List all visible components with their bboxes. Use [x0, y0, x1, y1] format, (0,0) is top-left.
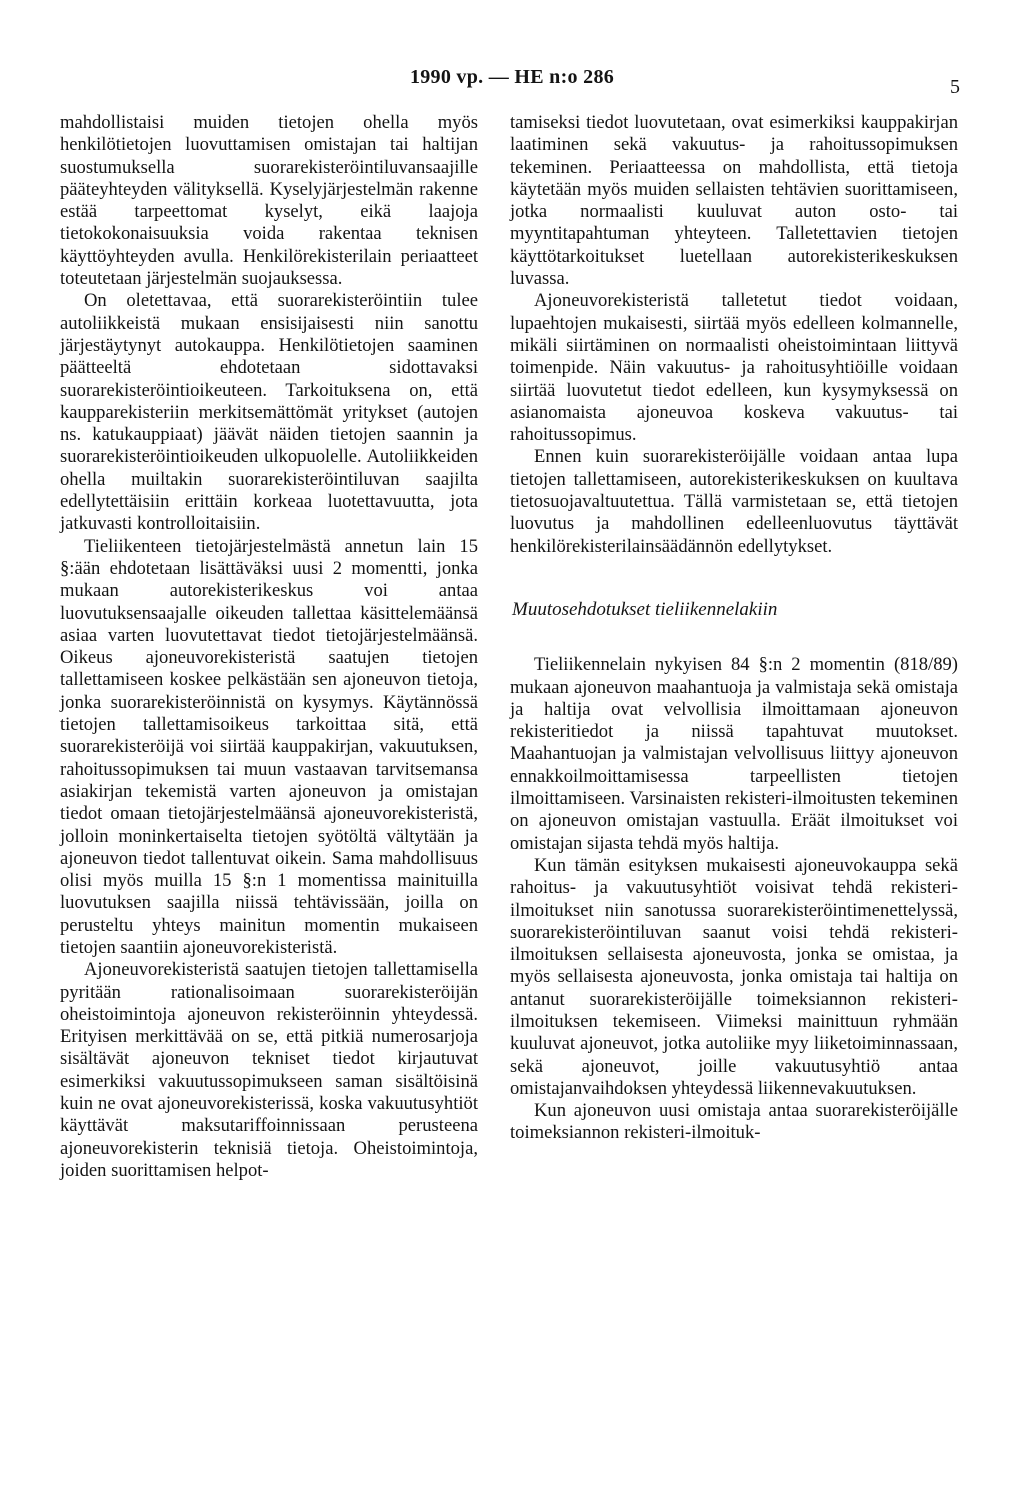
paragraph: Tieliikenteen tietojärjestelmästä annetun lain 15 §:ään ehdotetaan lisättäväksi uusi 2 momentti, jonka mukaan autorekisterikeskus voi antaa luovutuksensaajalle oikeuden tallettaa käsittelemäänsä asiaa varten luovutettavat tiedot tietojärjestelmäänsä. Oikeus ajoneuvorekisteristä saatujen tietojen tallettamiseen koskee pelkästään sen ajoneuvon tietoja, jonka suorarekisteröinnistä on kysymys. Käytännössä tietojen tallettamisoikeus tarkoittaa sitä, että suorarekisteröijä voi siirtää kauppakirjan, vakuutuksen, rahoitussopimuksen tai muun vastaavan tarvitsemansa asiakirjan tekemistä varten ajoneuvon ja omistajan tiedot omaan tietojärjestelmäänsä ajoneuvorekisteristä, jolloin moninkertaiselta tietojen syötöltä vältytään ja ajoneuvon tiedot tallentuvat oikein. Sama mahdollisuus olisi myös muilla 15 §:n 1 momentissa mainituilla luovutuksen saajilla niissä tehtävissään, joilla on perusteltu yhteys mainitun momentin mukaiseen tietojen saantiin ajoneuvorekisteristä. — [60, 535, 478, 958]
page-number: 5 — [950, 76, 960, 98]
paragraph: tamiseksi tiedot luovutetaan, ovat esimerkiksi kauppakirjan laatiminen sekä vakuutus- ja rahoitussopimuksen tekeminen. Periaatteessa on mahdollista, että tietoja käytetään myös muiden sellaisten tehtävien suorittamiseen, jotka normaalisti kuuluvat auton osto- tai myyntitapahtuman yhteyteen. Talletettavien tietojen käyttötarkoitukset luetellaan autorekisterikeskuksen luvassa. — [510, 112, 958, 290]
paragraph: Kun ajoneuvon uusi omistaja antaa suorarekisteröijälle toimeksiannon rekisteri-ilmoituk- — [510, 1100, 958, 1144]
right-column — [510, 112, 958, 1145]
paragraph: Ajoneuvorekisteristä saatujen tietojen tallettamisella pyritään rationalisoimaan suorarekisteröijän oheistoimintoja ajoneuvon rekisteröinnin yhteydessä. Erityisen merkittävää on se, että pitkiä numerosarjoja sisältävät ajoneuvon tekniset tiedot kirjautuvat esimerkiksi vakuutussopimukseen saman sisältöisinä kuin ne ovat ajoneuvorekisterissä, koska vakuutusyhtiöt käyttävät maksutariffoinnissaan perusteena ajoneuvorekisterin teknisiä tietoja. Oheistoimintoja, joiden suorittamisen helpot- — [60, 959, 478, 1181]
paragraph: Ajoneuvorekisteristä talletetut tiedot voidaan, lupaehtojen mukaisesti, siirtää myös edelleen kolmannelle, mikäli siirtäminen on normaalisti oheistoimintaan liittyvä toimenpide. Näin vakuutus- ja rahoitusyhtiöille voidaan siirtää luovutetut tiedot edelleen, kun kysymyksessä on asianomaista ajoneuvoa koskeva vakuutus- tai rahoitussopimus. — [510, 290, 958, 446]
running-head: 1990 vp. — HE n:o 286 — [409, 66, 615, 88]
paragraph: Ennen kuin suorarekisteröijälle voidaan antaa lupa tietojen tallettamiseen, autorekisterikeskuksen on kuultava tietosuojavaltuutettua. Tällä varmistetaan se, että tietojen luovutus ja mahdollinen edelleenluovutus täyttävät henkilörekisterilainsäädännön edellytykset. — [510, 446, 958, 557]
paragraph: Kun tämän esityksen mukaisesti ajoneuvokauppa sekä rahoitus- ja vakuutusyhtiöt voisivat tehdä rekisteri-ilmoitukset niin sanotussa suorarekisteröintimenettelyssä, suorarekisteröintiluvan saanut voisi tehdä rekisteri-ilmoituksen sellaisesta ajoneuvosta, jonka se omistaa, ja myös sellaisesta ajoneuvosta, jonka omistaja tai haltija on antanut suorarekisteröijälle toimeksiannon rekisteri-ilmoituksen tekemiseen. Viimeksi mainittuun ryhmään kuuluvat ajoneuvot, jotka autoliike myy liiketoiminnassaan, sekä ajoneuvot, joille vakuutusyhtiö antaa omistajanvaihdoksen yhteydessä liikennevakuutuksen. — [510, 854, 958, 1099]
section-heading: Muutosehdotukset tieliikennelakiin — [512, 598, 778, 620]
paragraph: mahdollistaisi muiden tietojen ohella myös henkilötietojen luovuttamisen omistajan tai haltijan suostumuksella suorarekisteröintiluvansaajille pääteyhteyden välityksellä. Kyselyjärjestelmän rakenne estää tarpeettomat kyselyt, eikä laajoja tietokokonaisuuksia voida rakentaa teknisen käyttöyhteyden avulla. Henkilörekisterilain periaatteet toteutetaan järjestelmän suojauksessa. — [60, 112, 478, 290]
paragraph: On oletettavaa, että suorarekisteröintiin tulee autoliikkeistä mukaan ensisijaisesti niin sanottu järjestäytynyt autokauppa. Henkilötietojen saaminen päätteeltä ehdotetaan sidottavaksi suorarekisteröintioikeuteen. Tarkoituksena on, että kaupparekisteriin merkitsemättömät yritykset (autojen ns. katukauppiaat) jäävät näiden tietojen saannin ja suorarekisteröintioikeuden ulkopuolelle. Autoliikkeiden ohella muiltakin suorarekisteröintiluvan saajilta edellytettäisiin erittäin korkeaa luotettavuutta, jota jatkuvasti kontrolloitaisiin. — [60, 290, 478, 535]
paragraph: Tieliikennelain nykyisen 84 §:n 2 momentin (818/89) mukaan ajoneuvon maahantuoja ja valmistaja sekä omistaja ja haltija ovat velvollisia ilmoittamaan ajoneuvon rekisteritiedot ja niissä tapahtuvat muutokset. Maahantuojan ja valmistajan velvollisuus liittyy ajoneuvon ennakkoilmoittamisessa tarpeellisten tietojen ilmoittamiseen. Varsinaisten rekisteri-ilmoitusten tekeminen on ajoneuvon omistajan vastuulla. Eräät ilmoitukset voi omistajan sijasta tehdä myös haltija. — [510, 654, 958, 854]
left-column — [60, 112, 478, 1182]
